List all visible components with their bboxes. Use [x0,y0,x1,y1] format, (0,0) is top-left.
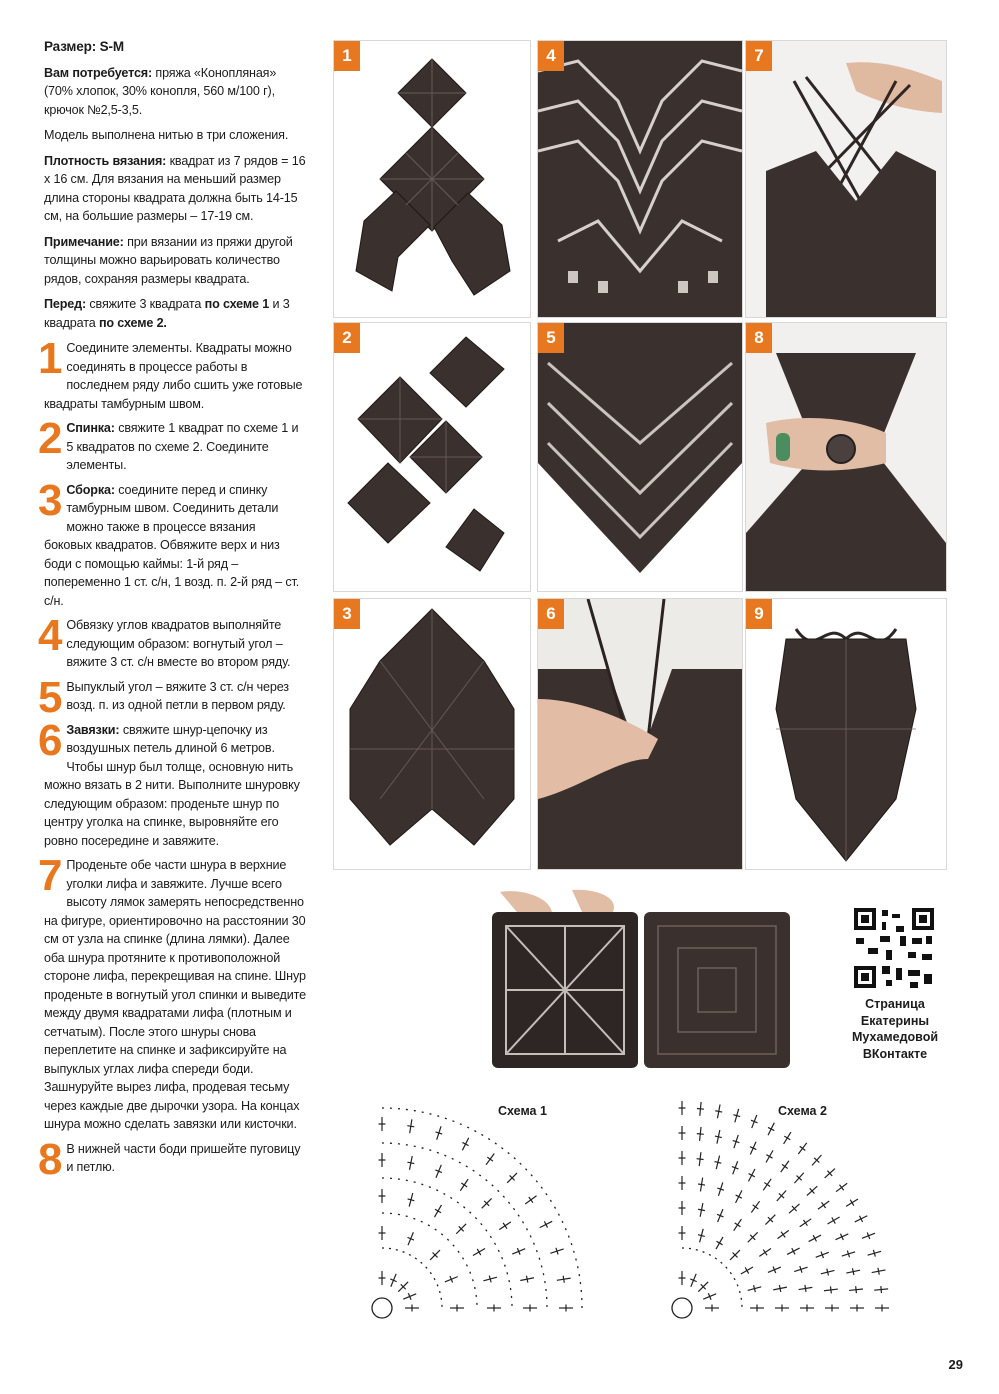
step-8 [38,1134,306,1184]
crochet-closeup-image [538,41,742,317]
stitch-crossbar [827,1269,829,1276]
step-5 [38,672,306,722]
step-4 [38,611,306,672]
step-7 [38,851,306,1134]
photo-badge: 4 [538,41,564,71]
density-label: Плотность вязания: [44,153,167,168]
step-number: 6 [38,715,63,765]
instructions-column [38,38,306,1184]
remark-text: при вязании из пряжи другой толщины можно варьировать количество рядов, сохраняя размеры квадрата. [44,234,293,286]
stitch-crossbar [715,1136,722,1137]
step-number: 2 [38,414,63,463]
step-number: 3 [38,475,63,525]
model-note: Модель выполнена нитью в три сложения. [44,128,289,142]
stitch-crossbar [714,1162,721,1164]
stitch-crossbar [526,1276,527,1283]
photo-7-straps [745,40,947,318]
stitch-crossbar [839,1185,843,1191]
stitch-crossbar [881,1286,882,1293]
stitch-crossbar [407,1126,414,1127]
step-text: свяжите шнур-цепочку из воздушных петель длиной 6 метров. Чтобы шнур был толще, основную нить можно вязать в 2 нити. Выполните шнуровку следующим образом: проденьте шнур по центру уголка на спинке, выровняйте его ровно посередине и завяжите. [44,722,300,848]
step-number: 7 [38,851,63,900]
stitch-crossbar [716,1241,722,1245]
stitch-crossbar [779,1285,780,1292]
stitch-crossbar [803,1220,807,1226]
step-2 [38,414,306,475]
qr-caption-line: Страница [865,997,925,1011]
step-text: Соедините элементы. Квадраты можно соединять в процессе работы в последнем ряду либо сшить уже готовые квадраты тамбурным швом. [44,341,303,411]
stitch-crossbar [487,1157,493,1161]
schema-2-title: Схема 2 [778,1104,827,1118]
step-3 [38,475,306,611]
stitch-crossbar [697,1159,704,1160]
crochet-assembled-image [334,599,530,869]
front-text-1: свяжите 3 квадрата [89,297,202,311]
stitch-crossbar [745,1267,749,1273]
crochet-closeup-image [538,323,742,591]
photo-badge: 8 [746,323,772,353]
qr-caption-line: ВКонтакте [862,1046,928,1061]
stitch-crossbar [735,1223,741,1227]
stitch-crossbar [753,1205,759,1209]
schema-2-diagram [640,1090,910,1355]
photo-1-front-squares [333,40,531,318]
qr-code-icon[interactable] [852,906,936,990]
stitch-crossbar [503,1223,507,1229]
schema-1-diagram [340,1090,610,1355]
size-value: S-M [99,39,124,54]
stitch-crossbar [698,1184,705,1185]
photo-2-back-squares [333,322,531,592]
photo-badge: 7 [746,41,772,71]
step-label: Спинка: [66,421,115,435]
qr-caption-line: Мухамедовой [851,1030,939,1044]
density-text: квадрат из 7 рядов = 16 х 16 см. Для вязания на меньший размер длина стороны квадрата должна быть 14-15 см, на большие размеры – 17-19 см. [44,153,306,223]
stitch-crossbar [830,1286,831,1293]
stitch-crossbar [822,1202,826,1208]
photo-badge: 1 [334,41,360,71]
photo-4-join-detail [537,40,743,318]
step-label: Сборка: [66,482,115,497]
photo-badge: 2 [334,323,360,353]
photo-3-assembled [333,598,531,870]
size-label: Размер: [44,39,97,54]
stitch-crossbar [852,1268,853,1275]
step-text: В нижней части боди пришейте пуговицу и петлю. [66,1141,301,1174]
photo-6-lacing [537,598,743,870]
step-6 [38,715,306,851]
front-bold-1: по схеме 1 [204,297,270,311]
step-text: Выпуклый угол – вяжите 3 ст. с/н через возд. п. из одной петли в первом ряду. [66,679,289,712]
photo-5-corner-detail [537,322,743,592]
stitch-crossbar [856,1286,857,1293]
front-text-2: и 3 квадрата [44,297,290,330]
qr-caption [846,996,944,1062]
materials-text: пряжа «Конопляная» (70% хлопок, 30% конопля, 560 м/100 г), крючок №2,5-3,5. [44,65,277,117]
stitch-crossbar [832,1217,836,1223]
stitch-crossbar [764,1183,770,1187]
stitch-crossbar [698,1209,705,1210]
step-number: 8 [38,1134,63,1184]
step-number: 4 [38,611,63,660]
photo-two-squares [482,888,798,1080]
step-label: Завязки: [66,722,120,737]
stitch-crossbar [529,1197,533,1203]
stitch-crossbar [800,1146,806,1150]
stitch-crossbar [781,1232,785,1238]
photo-badge: 5 [538,323,564,353]
step-number: 1 [38,334,63,383]
remark-label: Примечание: [44,234,124,249]
schema-1-title: Схема 1 [498,1104,547,1118]
photo-8-button-closure [745,322,947,592]
stitch-crossbar [850,1200,854,1206]
step-text: соедините перед и спинку тамбурным швом. Соединить детали можно также в процессе вязания боковых квадратов. Обвяжите верх и низ боди с помощью каймы: 1-й ряд – попеременно 1 ст. с/н, 1 возд. п. 2-й ряд – ст. с/н. [44,482,300,608]
stitch-crossbar [715,1111,722,1112]
stitch-crossbar [477,1249,481,1255]
photo-badge: 9 [746,599,772,629]
crochet-squares-image [334,41,530,317]
materials-label: Вам потребуется: [44,65,153,80]
qr-caption-line: Екатерины [860,1013,930,1028]
front-label: Перед: [44,297,87,311]
two-squares-image [482,888,798,1080]
photo-9-finished-bodysuit [745,598,947,870]
page-number: 29 [948,1357,963,1372]
stitch-crossbar [784,1136,790,1140]
step-text: свяжите 1 квадрат по схеме 1 и 5 квадратов по схеме 2. Соедините элементы. [66,421,299,472]
photo-badge: 3 [334,599,360,629]
stitch-crossbar [782,1164,788,1168]
crochet-squares-image [334,323,530,591]
step-text: Проденьте обе части шнура в верхние уголки лифа и завяжите. Лучше всего высоту лямок замерять непосредственно на фигуре, ориентировочно на расстоянии 30 см от узла на спинке (длина лямки). Далее оба шнура протяните к противоположной стороне лифа, перекрещивая на спине. Шнур проденьте в вогнутый угол спинки и выведите между двумя квадратами лифа (плотным и сетчатым). После этого шнуры снова переплетите на спинке и зафиксируйте на выпуклых углах лифа спереди боди. Зашнуруйте вырез лифа, продевая тесьму через каждые две дырочки узора. На концах шнура можно сделать завязки или кисточки. [44,858,306,1131]
step-text: Обвязку углов квадратов выполняйте следующим образом: вогнутый угол – вяжите 3 ст. с/н вместе во втором ряду. [66,618,291,669]
bodysuit-straps-image [746,41,946,317]
step-1 [38,334,306,413]
stitch-crossbar [407,1162,414,1163]
photo-badge: 6 [538,599,564,629]
stitch-crossbar [805,1285,806,1292]
stitch-crossbar [461,1183,467,1187]
stitch-crossbar [697,1109,704,1110]
lacing-image [538,599,742,869]
button-closure-image [746,323,946,591]
stitch-crossbar [697,1134,704,1135]
stitch-crossbar [563,1276,564,1283]
finished-bodysuit-image [746,599,946,869]
stitch-crossbar [435,1209,441,1213]
stitch-crossbar [763,1250,767,1256]
front-bold-2: по схеме 2. [98,315,167,330]
stitch-crossbar [878,1268,879,1275]
step-number: 5 [38,672,63,722]
stitch-crossbar [766,1155,772,1159]
